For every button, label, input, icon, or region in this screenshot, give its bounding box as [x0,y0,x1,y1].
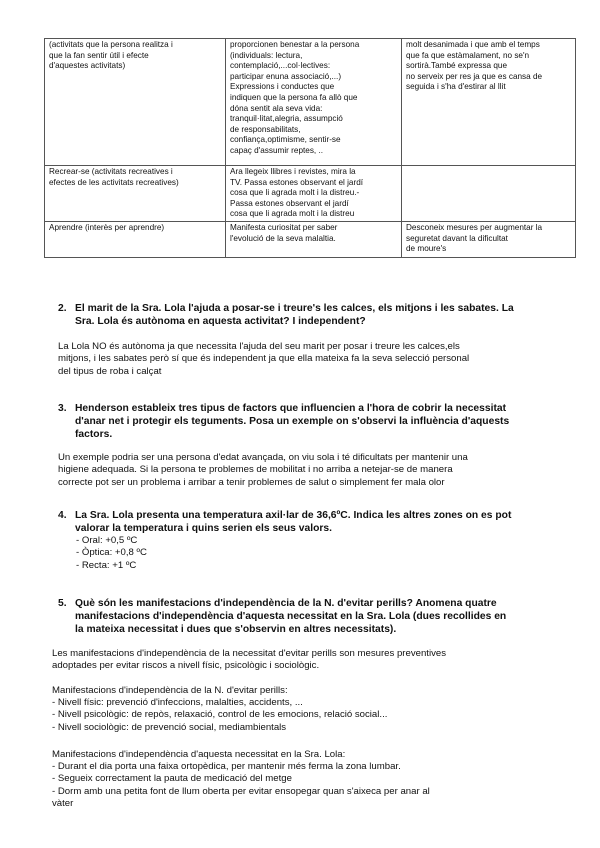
answer-5-list-lola [52,749,562,810]
list-item: - Recta: +1 ºC [76,559,137,571]
question-text: Sra. Lola és autònoma en aquesta activitat? I independent? [75,316,366,328]
question-text: La Sra. Lola presenta una temperatura axil·lar de 36,6ºC. Indica les altres zones on es pot [75,510,512,521]
question-text: la mateixa necessitat i dues que s'observin en altres necessitats). [75,624,397,636]
cell-text: no serveix per res ja que es cansa de [406,71,543,81]
cell-text: contemplació,...col·lectives: [230,61,331,71]
cell-text: capaç d'assumir reptes, .. [230,145,324,155]
answer-3 [58,452,558,489]
cell-text: tranquil·litat,alegria, assumpció [230,114,343,124]
list-item: - Nivell físic: prevenció d'infeccions, malalties, accidents, ... [52,697,303,709]
list-item: - Òptica: +0,8 ºC [76,547,147,559]
list-item: - Durant el dia porta una faixa ortopèdica, per mantenir més ferma la zona lumbar. [52,761,401,773]
question-3 [58,402,553,442]
cell-text: que la fan sentir útil i efecte [49,50,149,60]
cell-text: que fa que estàmalament, no se'n [406,50,530,60]
cell-text: dóna sentit ala seva vida: [230,103,323,113]
cell-text: Manifesta curiositat per saber [230,223,338,232]
answer-text: Un exemple podria ser una persona d'edat avançada, on viu sola i té dificultats per mantenir una [58,452,468,463]
list-item: - Segueix correctament la pauta de medicació del metge [52,773,292,785]
cell-text: sortirà.També expressa que [406,61,508,71]
cell-text: Desconeix mesures per augmentar la [406,223,543,232]
answer-text: del tipus de roba i calçat [58,365,162,377]
cell-text: confiança,optimisme, sentir-se [230,135,341,145]
question-text: factors. [75,429,113,441]
answer-text: Les manifestacions d'independència de la necessitat d'evitar perills son mesures preventives [52,648,447,659]
answer-text: adoptades per evitar riscos a nivell físic, psicològic i sociològic. [52,660,320,672]
list-heading: Manifestacions d'independència de la N. d'evitar perills: [52,685,288,696]
table-cell-manifestations [226,166,402,222]
question-2 [58,302,553,328]
cell-text: Recrear-se (activitats recreatives i [49,167,173,176]
question-number: 2. [58,303,67,314]
question-text: valorar la temperatura i quins serien els seus valors. [75,523,332,535]
list-item: - Nivell sociològic: de prevenció social, mediambientals [52,721,287,733]
cell-text: proporcionen benestar a la persona [230,40,360,49]
table-cell-dependence [402,39,576,166]
answer-2 [58,341,558,378]
cell-text: seguida i s'ha d'estirar al llit [406,82,506,92]
table-cell-manifestations [226,39,402,166]
cell-text: cosa que li agrada molt i la distreu.- [230,188,360,198]
cell-text: cosa que li agrada molt i la distreu [230,209,355,219]
cell-text: Passa estones observant el jardí [230,198,349,208]
cell-text: (activitats que la persona realitza i [49,40,173,49]
cell-text: Aprendre (interès per aprendre) [49,223,165,232]
list-item: - Dorm amb una petita font de llum oberta per evitar ensopegar quan s'aixeca per anar al [52,785,430,797]
cell-text: participar enuna associació,...) [230,71,342,81]
cell-text: de moure's [406,244,447,254]
answer-text: correcte pot ser un problema i arribar a tenir problemes de salut o simplement fer mala olor [58,476,445,488]
answer-5-intro [52,648,562,672]
table-cell-need [45,166,226,222]
cell-text: Ara llegeix llibres i revistes, mira la [230,167,356,176]
question-text: Henderson estableix tres tipus de factors que influencien a l'hora de cobrir la necessitat [75,403,507,414]
table-cell-need [45,39,226,166]
table-cell-dependence [402,166,576,222]
cell-text: (individuals: lectura, [230,50,303,60]
cell-text: l'evolució de la seva malaltia. [230,233,336,243]
question-text: d'anar net i protegir els teguments. Posa un exemple on s'observi la influència d'aquests [75,416,510,428]
answer-5-list-general [52,685,562,734]
table-row [45,39,576,166]
list-heading: Manifestacions d'independència d'aquesta necessitat en la Sra. Lola: [52,749,346,760]
cell-text: d'aquestes activitats) [49,61,126,71]
answer-text: La Lola NO és autònoma ja que necessita l'ajuda del seu marit per posar i treure les calces,els [58,341,460,352]
cell-text: indiquen que la persona fa allò que [230,92,358,102]
question-text: Què són les manifestacions d'independència de la N. d'evitar perills? Anomena quatre [75,598,497,609]
cell-text: TV. Passa estones observant el jardí [230,177,364,187]
cell-text: Expressions i conductes que [230,82,335,92]
cell-text: seguretat davant la dificultat [406,233,508,243]
question-number: 5. [58,598,67,609]
question-4 [58,509,553,535]
cell-text: de responsabilitats, [230,124,301,134]
table-cell-need [45,222,226,258]
question-5 [58,597,553,637]
question-number: 3. [58,403,67,414]
cell-text: molt desanimada i que amb el temps [406,40,540,49]
cell-text: efectes de les activitats recreatives) [49,177,179,187]
needs-assessment-table [44,38,576,258]
table-cell-manifestations [226,222,402,258]
question-text: El marit de la Sra. Lola l'ajuda a posar-se i treure's les calces, els mitjons i les sabates. La [75,303,514,314]
list-item: - Oral: +0,5 ºC [76,535,138,546]
list-item: vàter [52,797,74,809]
question-text: manifestacions d'independència d'aquesta necessitat en la Sra. Lola (dues recollides en [75,611,507,623]
answer-text: mitjons, i les sabates però sí que és independent ja que ella mateixa fa la seva selecció personal [58,353,470,365]
temperature-list [76,535,147,572]
answer-text: higiene adequada. Si la persona te problemes de mobilitat i no arriba a netejar-se de manera [58,464,453,476]
list-item: - Nivell psicològic: de repòs, relaxació, control de les emocions, relació social... [52,709,388,721]
table-row [45,222,576,258]
table-cell-dependence [402,222,576,258]
question-number: 4. [58,510,67,521]
table-row [45,166,576,222]
